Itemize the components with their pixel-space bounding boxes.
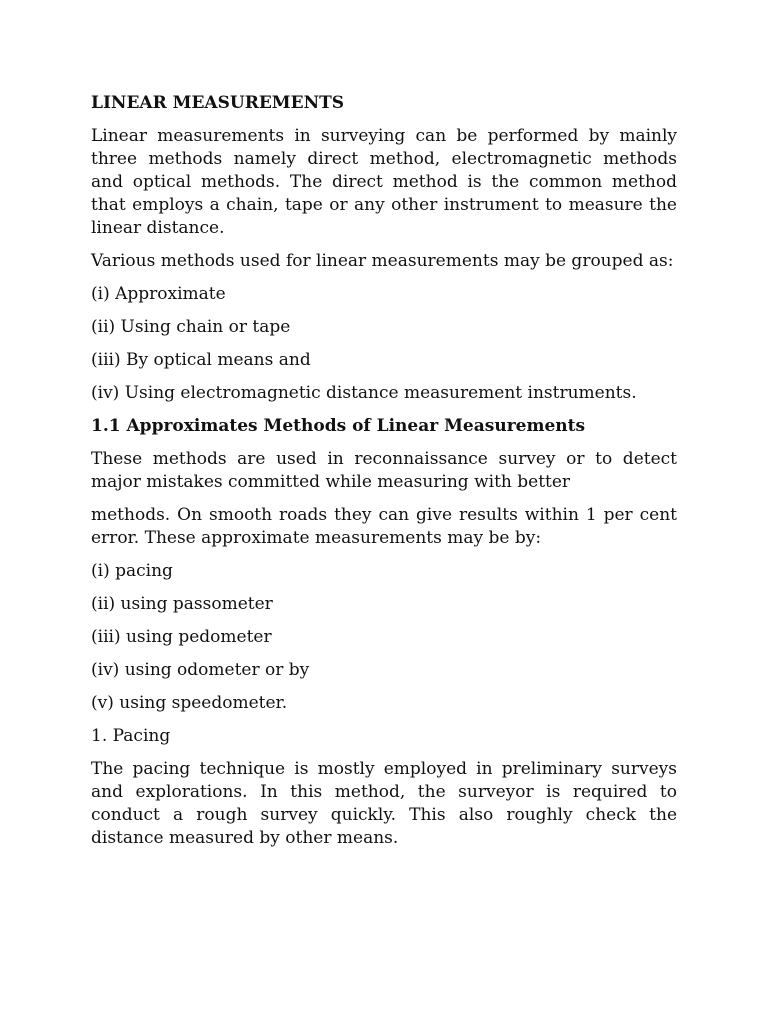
list-item-approx-1: (i) pacing — [91, 561, 173, 581]
list-item-approx-3: (iii) using pedometer — [91, 627, 272, 647]
paragraph-intro: Linear measurements in surveying can be performed by mainly three methods namely direct method, electromagnetic methods and optical methods. The direct method is the common method that employs a chain, tape or any other instrument to measure the linear distance. — [91, 126, 677, 238]
section-heading: 1.1 Approximates Methods of Linear Measurements — [91, 416, 586, 436]
list-item-approx-4: (iv) using odometer or by — [91, 660, 310, 680]
list-item-method-1: (i) Approximate — [91, 284, 226, 304]
list-item-method-4: (iv) Using electromagnetic distance measurement instruments. — [91, 383, 637, 403]
paragraph-grouping: Various methods used for linear measurements may be grouped as: — [91, 251, 674, 271]
paragraph-pacing: The pacing technique is mostly employed in preliminary surveys and explorations. In this method, the surveyor is required to conduct a rough survey quickly. This also roughly check the distance measured by other means. — [91, 759, 677, 848]
list-item-approx-5: (v) using speedometer. — [91, 693, 288, 713]
list-item-method-2: (ii) Using chain or tape — [91, 317, 291, 337]
list-item-approx-2: (ii) using passometer — [91, 594, 273, 614]
page-title: LINEAR MEASUREMENTS — [91, 93, 345, 113]
paragraph-reconnaissance: These methods are used in reconnaissance survey or to detect major mistakes committed while measuring with better — [91, 449, 677, 492]
paragraph-smooth-roads: methods. On smooth roads they can give results within 1 per cent error. These approximate measurements may be by: — [91, 505, 677, 548]
document-page — [91, 92, 677, 860]
list-item-method-3: (iii) By optical means and — [91, 350, 311, 370]
subheading-pacing: 1. Pacing — [91, 726, 171, 746]
